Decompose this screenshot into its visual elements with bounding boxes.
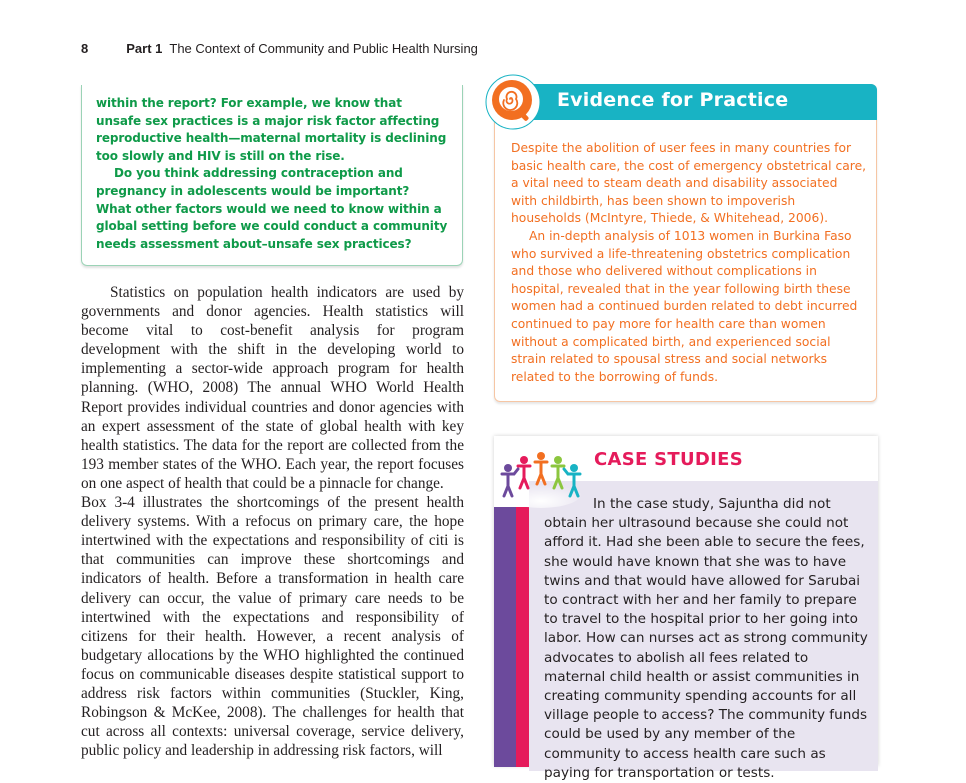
part-label: Part 1 bbox=[126, 41, 163, 56]
case-studies-purple-stripe bbox=[494, 507, 516, 767]
discussion-box bbox=[81, 85, 463, 266]
evidence-body bbox=[511, 140, 867, 386]
body-paragraph-2: Box 3-4 illustrates the shortcomings of the present health delivery systems. With a refocus on primary care, the hope intertwined with the expectations and responsibility of citi is that communities can improve these shortcomings and indicators of health. Before a transformation in health care delivery can occur, the value of primary care needs to be intertwined with the expectations and responsibility of citizens for their health. However, a recent analysis of budgetary allocations by the WHO highlighted the continued focus on communicable diseases despite statistical support to address risk factors within communities (Stuckler, King, Robingson & McKee, 2008). The challenges for health that cut across all contexts: universal coverage, service delivery, public policy and leadership in addressing risk factors, will bbox=[81, 494, 464, 760]
evidence-title: Evidence for Practice bbox=[557, 89, 789, 111]
case-paragraph-1: In the case study, Sajuntha did not obtain her ultrasound because she could not afford it. Had she been able to secure the fees, she would have known that she was to have twins and that would have allowed for Sarubai to contract with her and her family to prepare to travel to the hospital prior to her going into labor. How can nurses act as strong community advocates to abolish all fees related to maternal child health or assist communities in creating community spending accounts for all village people to access? The community funds could be used by any member of the community to access health care such as paying for transportation or tests. bbox=[544, 496, 868, 781]
discussion-paragraph-1: within the report? For example, we know that unsafe sex practices is a major risk factor affecting reproductive health—maternal mortality is declining too slowly and HIV is still on the rise. bbox=[96, 96, 447, 163]
body-paragraph-1: Statistics on population health indicators are used by governments and donor agencies. Health statistics will become vital to cost-benefit analysis for program development with the shift in the developing world to implementing a sector-wide approach program for health planning. (WHO, 2008) The annual WHO World Health Report provides individual countries and donor agencies with an expert assessment of the state of global health with key health statistics. The data for the report are collected from the 193 member states of the WHO. Each year, the report focuses on one aspect of health that could be a pinnacle for change. bbox=[81, 284, 464, 492]
evidence-paragraph-2: An in-depth analysis of 1013 women in Burkina Faso who survived a life-threatening obstetrics complication and those who delivered without complications in hospital, revealed that in the year following birth these women had a continued burden related to debt incurred continued to pay more for health care than women without a complicated birth, and experienced social strain related to spousal stress and social networks related to the borrowing of funds. bbox=[511, 228, 858, 384]
running-header bbox=[81, 41, 781, 61]
magnifier-swirl-icon bbox=[485, 74, 541, 130]
case-studies-body bbox=[544, 495, 870, 783]
discussion-paragraph-2: Do you think addressing contraception and pregnancy in adolescents would be important? What other factors would we need to know within a global setting before we could conduct a community needs assessment about–unsafe sex practices? bbox=[96, 166, 448, 251]
case-studies-red-stripe bbox=[516, 507, 529, 767]
part-title: The Context of Community and Public Health Nursing bbox=[169, 41, 478, 56]
main-body-text bbox=[81, 283, 464, 760]
page-number: 8 bbox=[81, 41, 89, 56]
evidence-paragraph-1: Despite the abolition of user fees in many countries for basic health care, the cost of emergency obstetrical care, a vital need to steam death and disability associated with childbirth, has been shown to impoverish households (McIntyre, Thiede, & Whitehead, 2006). bbox=[511, 141, 867, 226]
case-studies-title: CASE STUDIES bbox=[594, 449, 744, 470]
